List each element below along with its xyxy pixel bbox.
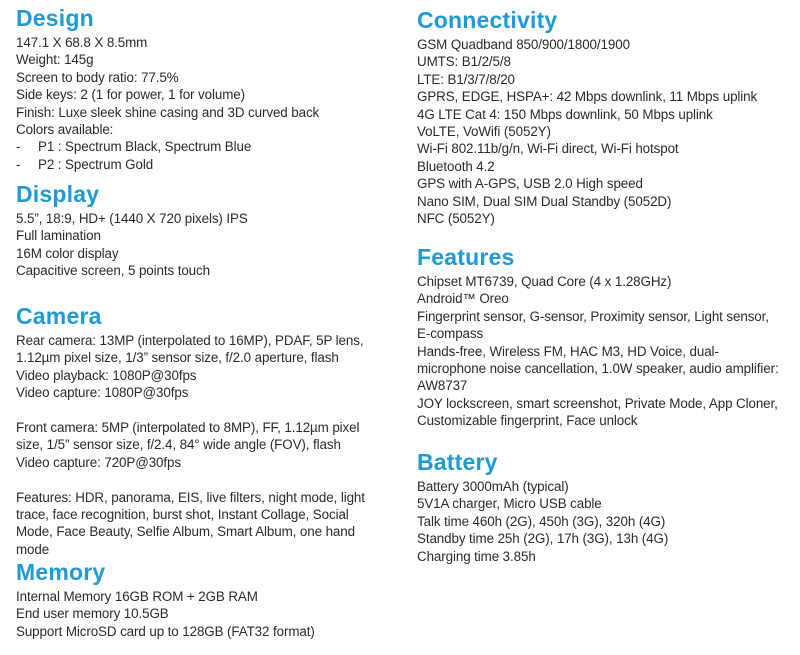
bullet-dash: -	[16, 156, 21, 172]
display-section	[16, 180, 388, 280]
camera-features-line: Features: HDR, panorama, EIS, live filters, night mode, light	[16, 489, 365, 505]
camera-rear-line: Video capture: 1080P@30fps	[16, 385, 189, 401]
camera-features-line: mode	[16, 541, 50, 557]
features-line: AW8737	[417, 378, 468, 394]
display-line: Full lamination	[16, 228, 101, 244]
memory-line: Support MicroSD card up to 128GB (FAT32 format)	[16, 623, 315, 639]
camera-features-line: Mode, Face Beauty, Selfie Album, Smart Album, one hand	[16, 524, 355, 540]
design-line: Side keys: 2 (1 for power, 1 for volume)	[16, 87, 245, 103]
connectivity-line: Nano SIM, Dual SIM Dual Standby (5052D)	[417, 193, 672, 209]
connectivity-heading: Connectivity	[417, 7, 558, 33]
battery-heading: Battery	[417, 449, 498, 475]
connectivity-line: GPRS, EDGE, HSPA+: 42 Mbps downlink, 11 Mbps uplink	[417, 89, 758, 105]
connectivity-line: LTE: B1/3/7/8/20	[417, 71, 515, 87]
battery-line: Battery 3000mAh (typical)	[417, 479, 569, 494]
features-heading: Features	[417, 244, 515, 270]
connectivity-section	[417, 6, 787, 227]
color-bullet	[16, 156, 388, 173]
design-section	[16, 4, 388, 173]
battery-line: 5V1A charger, Micro USB cable	[417, 496, 602, 512]
connectivity-line: VoLTE, VoWifi (5052Y)	[417, 124, 551, 140]
bullet-dash: -	[16, 139, 21, 155]
bullet-text: P1 : Spectrum Black, Spectrum Blue	[38, 139, 252, 155]
memory-section	[16, 558, 388, 640]
camera-rear-line: Video playback: 1080P@30fps	[16, 367, 197, 383]
display-line: 16M color display	[16, 245, 119, 261]
design-line: 147.1 X 68.8 X 8.5mm	[16, 35, 148, 50]
features-line: E-compass	[417, 326, 484, 342]
features-line: Chipset MT6739, Quad Core (4 x 1.28GHz)	[417, 274, 672, 289]
battery-line: Standby time 25h (2G), 17h (3G), 13h (4G)	[417, 531, 669, 547]
battery-section	[417, 448, 787, 565]
camera-front-line: size, 1/5” sensor size, f/2.4, 84° wide angle (FOV), flash	[16, 437, 341, 453]
camera-features-line: trace, face recognition, burst shot, Instant Collage, Social	[16, 507, 349, 523]
connectivity-line: Bluetooth 4.2	[417, 158, 495, 174]
design-line: Colors available:	[16, 122, 114, 138]
display-line: 5.5”, 18:9, HD+ (1440 X 720 pixels) IPS	[16, 211, 248, 226]
connectivity-line: Wi-Fi 802.11b/g/n, Wi-Fi direct, Wi-Fi hotspot	[417, 141, 679, 157]
camera-heading: Camera	[16, 303, 102, 329]
features-line: Fingerprint sensor, G-sensor, Proximity sensor, Light sensor,	[417, 308, 769, 324]
memory-heading: Memory	[16, 559, 106, 585]
connectivity-line: UMTS: B1/2/5/8	[417, 54, 511, 70]
features-line: microphone noise cancellation, 1.0W speaker, audio amplifier:	[417, 361, 779, 377]
camera-section	[16, 302, 388, 558]
design-line: Weight: 145g	[16, 52, 94, 68]
display-line: Capacitive screen, 5 points touch	[16, 263, 210, 279]
design-heading: Design	[16, 5, 94, 31]
features-line: Android™ Oreo	[417, 291, 509, 307]
features-section	[417, 243, 787, 430]
bullet-text: P2 : Spectrum Gold	[38, 156, 154, 172]
connectivity-line: GSM Quadband 850/900/1800/1900	[417, 37, 630, 52]
design-line: Screen to body ratio: 77.5%	[16, 69, 179, 85]
features-line: Customizable fingerprint, Face unlock	[417, 413, 638, 429]
memory-line: End user memory 10.5GB	[16, 606, 169, 622]
memory-line: Internal Memory 16GB ROM + 2GB RAM	[16, 589, 258, 604]
battery-line: Talk time 460h (2G), 450h (3G), 320h (4G)	[417, 513, 666, 529]
features-line: JOY lockscreen, smart screenshot, Private Mode, App Cloner,	[417, 395, 778, 411]
display-heading: Display	[16, 181, 100, 207]
camera-rear-line: Rear camera: 13MP (interpolated to 16MP), PDAF, 5P lens,	[16, 333, 364, 348]
camera-rear-line: 1.12µm pixel size, 1/3” sensor size, f/2.0 aperture, flash	[16, 350, 339, 366]
color-bullet	[16, 138, 388, 155]
camera-front-line: Video capture: 720P@30fps	[16, 454, 181, 470]
features-line: Hands-free, Wireless FM, HAC M3, HD Voice, dual-	[417, 343, 719, 359]
connectivity-line: 4G LTE Cat 4: 150 Mbps downlink, 50 Mbps uplink	[417, 106, 713, 122]
paragraph-gap	[16, 471, 388, 488]
camera-front-line: Front camera: 5MP (interpolated to 8MP), FF, 1.12µm pixel	[16, 420, 360, 436]
connectivity-line: GPS with A-GPS, USB 2.0 High speed	[417, 176, 643, 192]
connectivity-line: NFC (5052Y)	[417, 211, 495, 227]
paragraph-gap	[16, 402, 388, 419]
battery-line: Charging time 3.85h	[417, 548, 536, 564]
design-line: Finish: Luxe sleek shine casing and 3D curved back	[16, 104, 320, 120]
